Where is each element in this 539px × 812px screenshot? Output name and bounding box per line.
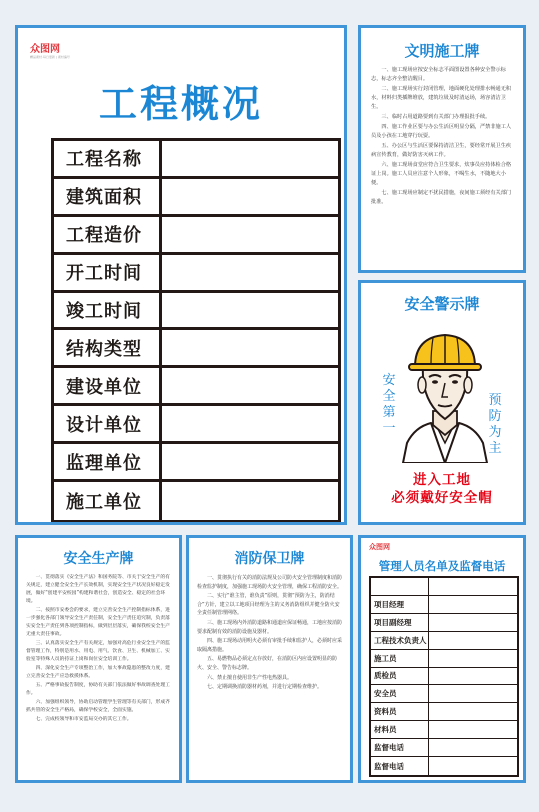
brand-logo xyxy=(30,40,70,59)
table-row xyxy=(371,739,517,757)
row-label: 项目副经理 xyxy=(371,614,429,631)
paragraph: 六、施工现场食堂应符合卫生要求，炊事员应持体检合格证上岗。施工人员应注意个人形象，不喝生水，不随地大小便。 xyxy=(371,162,512,186)
row-value-cell xyxy=(162,444,338,479)
project-overview-board xyxy=(15,25,347,525)
table-row xyxy=(371,668,517,686)
row-value-cell xyxy=(429,757,517,775)
row-value-cell xyxy=(429,578,517,595)
table-row xyxy=(371,596,517,614)
logo-subtext: 精品素材·每日更新 | 素材编号 xyxy=(30,55,70,59)
board-title: 管理人员名单及监督电话 xyxy=(378,559,506,573)
worker-helmet-illustration xyxy=(401,331,489,463)
row-label: 监督电话 xyxy=(371,739,429,756)
row-label: 项目经理 xyxy=(371,596,429,613)
table-row xyxy=(371,757,517,775)
table-row xyxy=(371,650,517,668)
paragraph: 三、施工现场内外消防道路和通道应保证畅通，工地应按消防要求配制有效的消防设施及器材。 xyxy=(197,619,343,635)
paragraph: 四、施工作业区要与办公生活区明显分隔，严禁非施工人员及小孩在工地穿行玩耍。 xyxy=(371,124,512,139)
board-title: 安全生产牌 xyxy=(63,551,134,567)
warning-line-2: 必须戴好安全帽 xyxy=(391,490,493,506)
table-row xyxy=(54,179,338,217)
logo-text: 众图网 xyxy=(30,44,60,55)
paragraph: 一、贯彻落实《安全生产法》和国务院等、市关于安全生产的有关规定，建立健全安全生产长效机制，实现安全生产状况良好稳定发展，做好“创建平安校园”构建和谐社会，创造安全、稳定的社会环境。 xyxy=(26,575,170,604)
safety-warning-board xyxy=(358,280,526,525)
civil-text-block xyxy=(371,66,513,208)
row-value-cell xyxy=(429,668,517,685)
row-label: 工程造价 xyxy=(54,217,162,252)
paragraph: 五、严格事故报告制度，协助有关部门依法做好事故调查处理工作。 xyxy=(26,683,170,696)
row-label: 开工时间 xyxy=(54,255,162,290)
paragraph: 一、贯彻执行有关的消防法规及公司防火安全管理制度和消防检查监护制度，加强施工现场防火安全管理，确保工程消防安全。 xyxy=(197,575,343,590)
row-label xyxy=(371,578,429,595)
right-slogan: 预防为主 xyxy=(488,393,502,456)
row-label: 质检员 xyxy=(371,668,429,685)
row-label: 材料员 xyxy=(371,721,429,738)
paragraph: 六、加强组织领导，协助启动管理学生管理等有关部门，形成齐抓共管的安全生产格局，确保学校安全，全面实施。 xyxy=(26,700,170,713)
overview-table xyxy=(51,138,341,523)
board-title: 工程概况 xyxy=(98,82,263,126)
table-row xyxy=(371,721,517,739)
table-row xyxy=(371,614,517,632)
board-title: 文明施工牌 xyxy=(404,42,480,60)
row-value-cell xyxy=(162,406,338,441)
paragraph: 五、易燃物品必须定点存放好，在消防区内应设置明显的防火、安全、警告标志牌。 xyxy=(197,656,338,671)
table-row xyxy=(54,368,338,406)
row-value-cell xyxy=(162,255,338,290)
paragraph: 二、实行“谁主管，谁负责”原则，贯彻“预防为主，防消结合”方针，建立以工地项目经理为主的义务消防组织并健全防火安全责任制管理网络。 xyxy=(197,593,340,617)
row-value-cell xyxy=(162,217,338,252)
row-label: 监督电话 xyxy=(371,757,429,775)
table-row xyxy=(371,578,517,596)
row-label: 监理单位 xyxy=(54,444,162,479)
table-row xyxy=(54,255,338,293)
table-row xyxy=(371,685,517,703)
paragraph: 七、完成校领导和市安监局交办的其它工作。 xyxy=(35,717,132,722)
civilized-construction-board xyxy=(358,25,526,273)
row-label: 资料员 xyxy=(371,703,429,720)
row-label: 设计单位 xyxy=(54,406,162,441)
row-value-cell xyxy=(429,703,517,720)
row-value-cell xyxy=(162,330,338,365)
table-row xyxy=(54,482,338,520)
table-row xyxy=(54,330,338,368)
left-slogan: 安全第一 xyxy=(382,373,396,436)
paragraph: 三、临时占用道路要到有关部门办理报批手续。 xyxy=(381,114,491,120)
row-value-cell xyxy=(162,482,338,520)
row-label: 结构类型 xyxy=(54,330,162,365)
staff-list-board xyxy=(358,535,526,783)
paragraph: 七、施工现场应制定不扰民措施，夜间施工须经有关部门批准。 xyxy=(371,190,512,205)
brand-logo xyxy=(369,542,390,552)
table-row xyxy=(54,141,338,179)
row-value-cell xyxy=(429,650,517,667)
row-label: 施工员 xyxy=(371,650,429,667)
staff-table xyxy=(369,576,519,777)
row-value-cell xyxy=(162,179,338,214)
table-row xyxy=(371,703,517,721)
fire-text-block xyxy=(197,574,342,693)
row-value-cell xyxy=(429,614,517,631)
paragraph: 一、施工现场应按安全标志平面图设置各种安全警示标志，标志齐全整洁醒目。 xyxy=(371,67,506,82)
table-row xyxy=(54,444,338,482)
row-value-cell xyxy=(429,739,517,756)
table-row xyxy=(54,293,338,331)
paragraph: 四、施工现场动用明火必须有审批手续和监护人，必须时应采取隔离措施。 xyxy=(197,638,343,653)
row-value-cell xyxy=(429,632,517,649)
row-value-cell xyxy=(162,293,338,328)
paragraph: 二、施工现场实行封闭管理，地面硬化处理排水畅通无积水，材料归类插牌堆放，建筑垃圾及时清运场，场容清洁卫生。 xyxy=(371,86,512,110)
warning-line-1: 进入工地 xyxy=(413,472,471,488)
paragraph: 七、定期调换消防器材药剂，并进行定期检查维护。 xyxy=(207,684,323,691)
safe-production-board xyxy=(15,535,182,783)
board-title: 安全警示牌 xyxy=(404,295,480,313)
board-title: 消防保卫牌 xyxy=(234,551,305,567)
row-label: 建设单位 xyxy=(54,368,162,403)
row-value-cell xyxy=(162,368,338,403)
row-label: 竣工时间 xyxy=(54,293,162,328)
table-row xyxy=(54,406,338,444)
paragraph: 六、禁止擅自使用非生产性电热器具。 xyxy=(207,674,293,681)
row-label: 安全员 xyxy=(371,685,429,702)
row-value-cell xyxy=(429,721,517,738)
paragraph: 二、按照市安委会的要求，建立完善安全生产控制指标体系，进一步强化各部门领导安全生产责任制，安全生产责任追究制，负责落实安全生产责任到各项控制指标，做到层层落实，确保我校安全生产无重大责任事故。 xyxy=(26,608,170,637)
row-value-cell xyxy=(429,685,517,702)
row-value-cell xyxy=(429,596,517,613)
paragraph: 四、深化安全生产专项整治工作，加大事故隐患的整改力度，建立完善安全生产应急救援体系。 xyxy=(26,666,170,679)
row-value-cell xyxy=(162,141,338,176)
row-label: 建筑面积 xyxy=(54,179,162,214)
logo-text: 众图网 xyxy=(369,543,390,551)
table-row xyxy=(54,217,338,255)
paragraph: 五、办公区与生活区要保持清洁卫生，要经常开展卫生疾病宣传教育，做好防害灭病工作。 xyxy=(371,143,512,158)
row-label: 工程名称 xyxy=(54,141,162,176)
production-text-block xyxy=(26,574,171,725)
fire-security-board xyxy=(186,535,353,783)
table-row xyxy=(371,632,517,650)
paragraph: 三、认真落实安全生产有关规定，加强对高危行业安全生产的监督管理工作，特别是用水、用电、用气、饮食、卫生、机械加工、实验室等特殊人员的持证上岗和岗位安全培训工作。 xyxy=(26,641,170,662)
row-label: 工程技术负责人 xyxy=(371,632,429,649)
row-label: 施工单位 xyxy=(54,482,162,520)
